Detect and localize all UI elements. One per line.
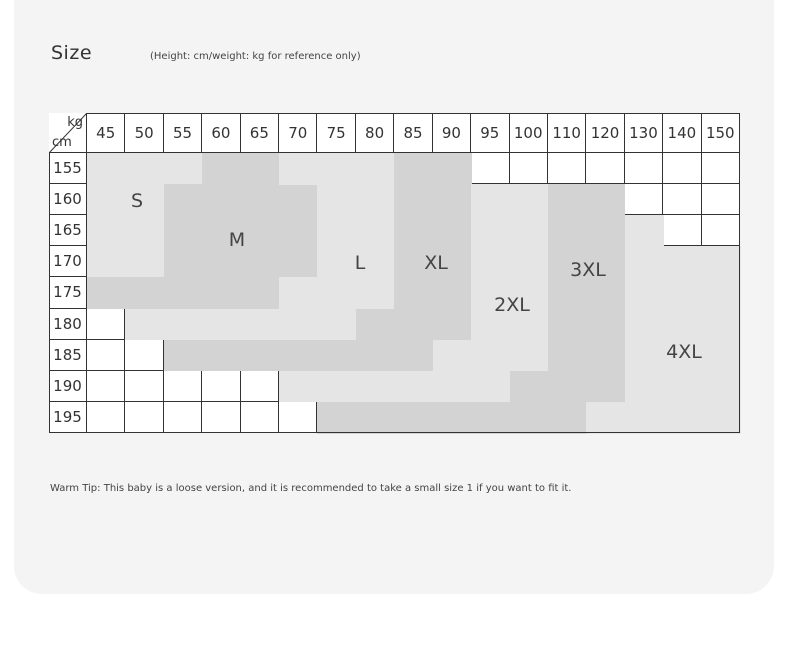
size-zone-xl bbox=[394, 277, 433, 309]
size-zone-xl bbox=[279, 340, 318, 372]
size-zone-l bbox=[317, 277, 356, 309]
table-cell bbox=[164, 371, 202, 402]
size-zone-3xl bbox=[548, 215, 587, 247]
size-zone-4xl bbox=[702, 340, 741, 372]
size-zone-2xl bbox=[471, 340, 510, 372]
weight-header-cell: 120 bbox=[586, 113, 624, 153]
size-zone-xl bbox=[433, 277, 472, 309]
size-label-4xl: 4XL bbox=[666, 341, 702, 363]
weight-header-cell: 80 bbox=[356, 113, 394, 153]
size-zone-l bbox=[125, 309, 164, 341]
weight-header-cell: 95 bbox=[471, 113, 509, 153]
size-zone-s bbox=[164, 153, 203, 185]
size-zone-m bbox=[202, 184, 241, 216]
size-zone-2xl bbox=[356, 371, 395, 403]
size-zone-2xl bbox=[510, 184, 549, 216]
size-zone-s bbox=[125, 215, 164, 247]
size-zone-m bbox=[87, 277, 126, 309]
table-cell bbox=[241, 402, 279, 433]
size-zone-m bbox=[164, 215, 203, 247]
size-zone-xl bbox=[394, 309, 433, 341]
weight-header-cell: 100 bbox=[510, 113, 548, 153]
size-zone-3xl bbox=[510, 402, 549, 434]
size-zone-2xl bbox=[317, 371, 356, 403]
weight-header-cell: 70 bbox=[279, 113, 317, 153]
size-zone-xl bbox=[317, 340, 356, 372]
height-header-cell: 185 bbox=[49, 340, 87, 371]
table-cell bbox=[702, 153, 740, 184]
size-zone-xl bbox=[394, 184, 433, 216]
size-zone-xl bbox=[394, 340, 433, 372]
size-zone-m bbox=[241, 153, 280, 185]
size-zone-xl bbox=[394, 153, 433, 185]
height-header-cell: 190 bbox=[49, 371, 87, 402]
size-zone-m bbox=[164, 277, 203, 309]
size-zone-l bbox=[279, 277, 318, 309]
table-cell bbox=[202, 371, 240, 402]
table-corner-header bbox=[49, 113, 87, 153]
size-zone-3xl bbox=[548, 402, 587, 434]
size-zone-3xl bbox=[548, 371, 587, 403]
table-cell bbox=[164, 402, 202, 433]
size-label-2xl: 2XL bbox=[494, 294, 530, 316]
size-zone-m bbox=[125, 277, 164, 309]
size-zone-3xl bbox=[586, 309, 625, 341]
table-cell bbox=[279, 402, 317, 433]
size-zone-4xl bbox=[625, 277, 664, 309]
table-cell bbox=[625, 153, 663, 184]
size-zone-2xl bbox=[471, 215, 510, 247]
size-zone-m bbox=[241, 246, 280, 278]
size-zone-m bbox=[241, 215, 280, 247]
size-zone-3xl bbox=[586, 340, 625, 372]
table-cell bbox=[625, 184, 663, 215]
size-zone-l bbox=[356, 215, 395, 247]
size-zone-3xl bbox=[548, 184, 587, 216]
size-zone-m bbox=[202, 277, 241, 309]
size-zone-xl bbox=[394, 215, 433, 247]
size-zone-3xl bbox=[586, 215, 625, 247]
size-zone-l bbox=[317, 153, 356, 185]
table-cell bbox=[663, 215, 701, 246]
size-zone-l bbox=[356, 153, 395, 185]
size-zone-l bbox=[241, 309, 280, 341]
weight-header-cell: 55 bbox=[164, 113, 202, 153]
height-header-cell: 155 bbox=[49, 153, 87, 184]
size-zone-s bbox=[87, 184, 126, 216]
size-zone-3xl bbox=[394, 402, 433, 434]
size-zone-l bbox=[279, 309, 318, 341]
size-label-3xl: 3XL bbox=[570, 259, 606, 281]
size-zone-3xl bbox=[586, 371, 625, 403]
height-header-cell: 180 bbox=[49, 309, 87, 340]
size-zone-s bbox=[125, 246, 164, 278]
size-zone-xl bbox=[433, 215, 472, 247]
size-zone-m bbox=[241, 184, 280, 216]
size-zone-2xl bbox=[510, 215, 549, 247]
size-zone-l bbox=[317, 184, 356, 216]
table-cell bbox=[125, 402, 163, 433]
weight-header-cell: 85 bbox=[394, 113, 432, 153]
size-zone-xl bbox=[433, 153, 472, 185]
table-cell bbox=[548, 153, 586, 184]
size-zone-4xl bbox=[702, 402, 741, 434]
size-zone-4xl bbox=[625, 371, 664, 403]
size-zone-s bbox=[87, 215, 126, 247]
size-zone-2xl bbox=[510, 340, 549, 372]
size-zone-2xl bbox=[471, 371, 510, 403]
weight-header-cell: 130 bbox=[625, 113, 663, 153]
size-zone-4xl bbox=[625, 340, 664, 372]
size-zone-l bbox=[356, 184, 395, 216]
table-cell bbox=[125, 340, 163, 371]
size-zone-l bbox=[317, 215, 356, 247]
table-cell bbox=[87, 340, 125, 371]
size-zone-2xl bbox=[471, 246, 510, 278]
size-zone-4xl bbox=[663, 371, 702, 403]
table-cell bbox=[663, 153, 701, 184]
size-zone-xl bbox=[164, 340, 203, 372]
weight-header-cell: 60 bbox=[202, 113, 240, 153]
size-zone-m bbox=[279, 246, 318, 278]
size-zone-l bbox=[356, 277, 395, 309]
size-zone-m bbox=[164, 246, 203, 278]
size-label-l: L bbox=[354, 252, 366, 274]
height-header-cell: 165 bbox=[49, 215, 87, 246]
size-zone-4xl bbox=[663, 402, 702, 434]
size-zone-m bbox=[279, 215, 318, 247]
table-cell bbox=[125, 371, 163, 402]
size-zone-4xl bbox=[702, 309, 741, 341]
height-unit-label: cm bbox=[52, 135, 72, 150]
weight-header-cell: 140 bbox=[663, 113, 701, 153]
size-zone-m bbox=[279, 184, 318, 216]
size-zone-3xl bbox=[548, 309, 587, 341]
size-zone-xl bbox=[433, 309, 472, 341]
size-zone-2xl bbox=[433, 340, 472, 372]
weight-header-cell: 110 bbox=[548, 113, 586, 153]
size-zone-4xl bbox=[625, 215, 664, 247]
size-zone-4xl bbox=[625, 246, 664, 278]
size-zone-2xl bbox=[433, 371, 472, 403]
weight-header-cell: 90 bbox=[433, 113, 471, 153]
size-zone-xl bbox=[356, 309, 395, 341]
size-zone-2xl bbox=[510, 246, 549, 278]
size-zone-4xl bbox=[663, 309, 702, 341]
size-zone-3xl bbox=[317, 402, 356, 434]
size-zone-3xl bbox=[510, 371, 549, 403]
size-zone-2xl bbox=[279, 371, 318, 403]
height-header-cell: 160 bbox=[49, 184, 87, 215]
size-zone-4xl bbox=[702, 277, 741, 309]
table-cell bbox=[586, 153, 624, 184]
size-zone-s bbox=[125, 153, 164, 185]
size-zone-xl bbox=[202, 340, 241, 372]
table-cell bbox=[471, 153, 509, 184]
size-zone-l bbox=[164, 309, 203, 341]
size-zone-4xl bbox=[702, 371, 741, 403]
size-zone-2xl bbox=[394, 371, 433, 403]
size-table bbox=[49, 113, 740, 433]
height-header-cell: 195 bbox=[49, 402, 87, 433]
size-label-s: S bbox=[130, 190, 144, 212]
size-zone-4xl bbox=[663, 277, 702, 309]
table-cell bbox=[87, 309, 125, 340]
size-zone-3xl bbox=[433, 402, 472, 434]
weight-header-cell: 150 bbox=[702, 113, 740, 153]
weight-header-cell: 75 bbox=[317, 113, 355, 153]
size-label-m: M bbox=[228, 229, 246, 251]
size-zone-m bbox=[202, 246, 241, 278]
size-zone-2xl bbox=[471, 184, 510, 216]
table-cell bbox=[510, 153, 548, 184]
size-zone-xl bbox=[241, 340, 280, 372]
page-title: Size bbox=[51, 42, 93, 64]
size-zone-l bbox=[279, 153, 318, 185]
size-zone-3xl bbox=[548, 340, 587, 372]
size-zone-4xl bbox=[625, 402, 664, 434]
size-zone-l bbox=[317, 309, 356, 341]
table-cell bbox=[202, 402, 240, 433]
table-cell bbox=[702, 215, 740, 246]
weight-unit-label: kg bbox=[67, 115, 83, 130]
size-zone-m bbox=[202, 153, 241, 185]
height-header-cell: 175 bbox=[49, 277, 87, 308]
size-zone-m bbox=[164, 184, 203, 216]
size-zone-xl bbox=[356, 340, 395, 372]
weight-header-cell: 45 bbox=[87, 113, 125, 153]
weight-header-cell: 50 bbox=[125, 113, 163, 153]
size-zone-4xl bbox=[625, 309, 664, 341]
size-zone-3xl bbox=[356, 402, 395, 434]
size-zone-4xl bbox=[702, 246, 741, 278]
reference-note: (Height: cm/weight: kg for reference only) bbox=[150, 51, 361, 62]
size-zone-4xl bbox=[586, 402, 625, 434]
table-cell bbox=[702, 184, 740, 215]
size-zone-3xl bbox=[586, 184, 625, 216]
size-zone-l bbox=[317, 246, 356, 278]
size-zone-xl bbox=[433, 184, 472, 216]
size-zone-s bbox=[87, 246, 126, 278]
height-header-cell: 170 bbox=[49, 246, 87, 277]
table-cell bbox=[663, 184, 701, 215]
size-zone-4xl bbox=[663, 246, 702, 278]
table-cell bbox=[241, 371, 279, 402]
size-zone-3xl bbox=[471, 402, 510, 434]
table-cell bbox=[87, 402, 125, 433]
size-zone-m bbox=[241, 277, 280, 309]
size-label-xl: XL bbox=[424, 252, 448, 274]
warm-tip: Warm Tip: This baby is a loose version, and it is recommended to take a small size 1 if you want to fit it. bbox=[50, 483, 572, 494]
table-cell bbox=[87, 371, 125, 402]
weight-header-cell: 65 bbox=[241, 113, 279, 153]
size-zone-3xl bbox=[586, 277, 625, 309]
size-zone-l bbox=[202, 309, 241, 341]
size-zone-s bbox=[87, 153, 126, 185]
size-zone-3xl bbox=[548, 277, 587, 309]
